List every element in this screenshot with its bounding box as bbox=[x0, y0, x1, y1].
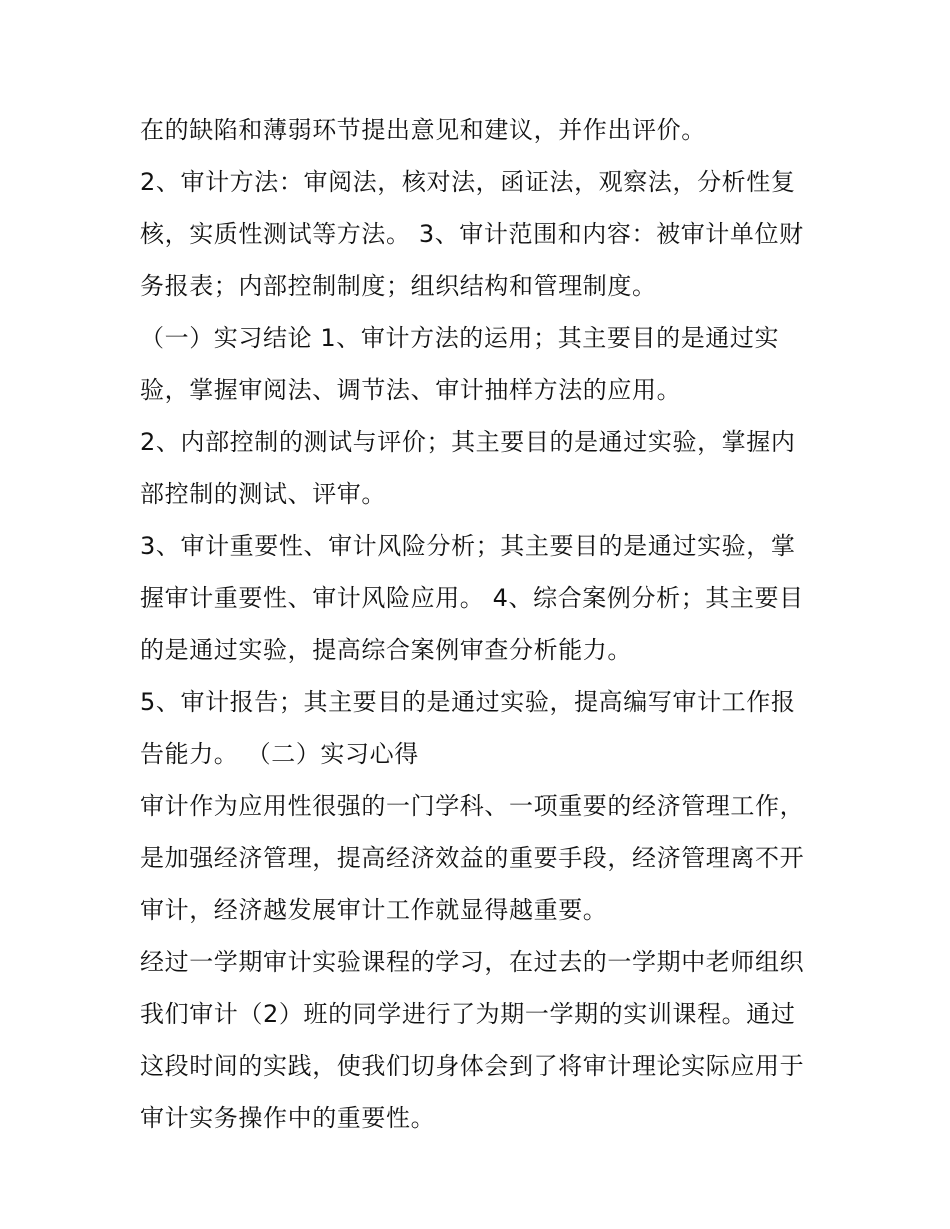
text-line: 2、内部控制的测试与评价；其主要目的是通过实验，掌握内 bbox=[140, 428, 796, 456]
body-text bbox=[140, 108, 820, 1148]
text-line: 2、审计方法：审阅法，核对法，函证法，观察法，分析性复 bbox=[140, 168, 796, 196]
text-line: 握审计重要性、审计风险应用。 4、综合案例分析；其主要目 bbox=[140, 584, 804, 612]
text-line: 是加强经济管理，提高经济效益的重要手段，经济管理离不开 bbox=[140, 844, 805, 872]
text-line: （一）实习结论 1、审计方法的运用；其主要目的是通过实 bbox=[140, 324, 780, 352]
text-line: 这段时间的实践，使我们切身体会到了将审计理论实际应用于 bbox=[140, 1052, 805, 1080]
text-line: 5、审计报告；其主要目的是通过实验，提高编写审计工作报 bbox=[140, 688, 796, 716]
text-line: 审计作为应用性很强的一门学科、一项重要的经济管理工作， bbox=[140, 792, 805, 820]
text-line: 我们审计（2）班的同学进行了为期一学期的实训课程。通过 bbox=[140, 1000, 796, 1028]
text-line: 核，实质性测试等方法。 3、审计范围和内容：被审计单位财 bbox=[140, 220, 804, 248]
text-line: 务报表；内部控制制度；组织结构和管理制度。 bbox=[140, 272, 657, 300]
text-line: 的是通过实验，提高综合案例审查分析能力。 bbox=[140, 636, 632, 664]
text-line: 3、审计重要性、审计风险分析；其主要目的是通过实验，掌 bbox=[140, 532, 796, 560]
text-line: 经过一学期审计实验课程的学习，在过去的一学期中老师组织 bbox=[140, 948, 805, 976]
text-line: 验，掌握审阅法、调节法、审计抽样方法的应用。 bbox=[140, 376, 682, 404]
text-line: 告能力。 （二）实习心得 bbox=[140, 740, 419, 768]
text-line: 部控制的测试、评审。 bbox=[140, 480, 386, 508]
text-line: 在的缺陷和薄弱环节提出意见和建议，并作出评价。 bbox=[140, 116, 706, 144]
text-line: 审计，经济越发展审计工作就显得越重要。 bbox=[140, 896, 608, 924]
text-line: 审计实务操作中的重要性。 bbox=[140, 1104, 436, 1132]
